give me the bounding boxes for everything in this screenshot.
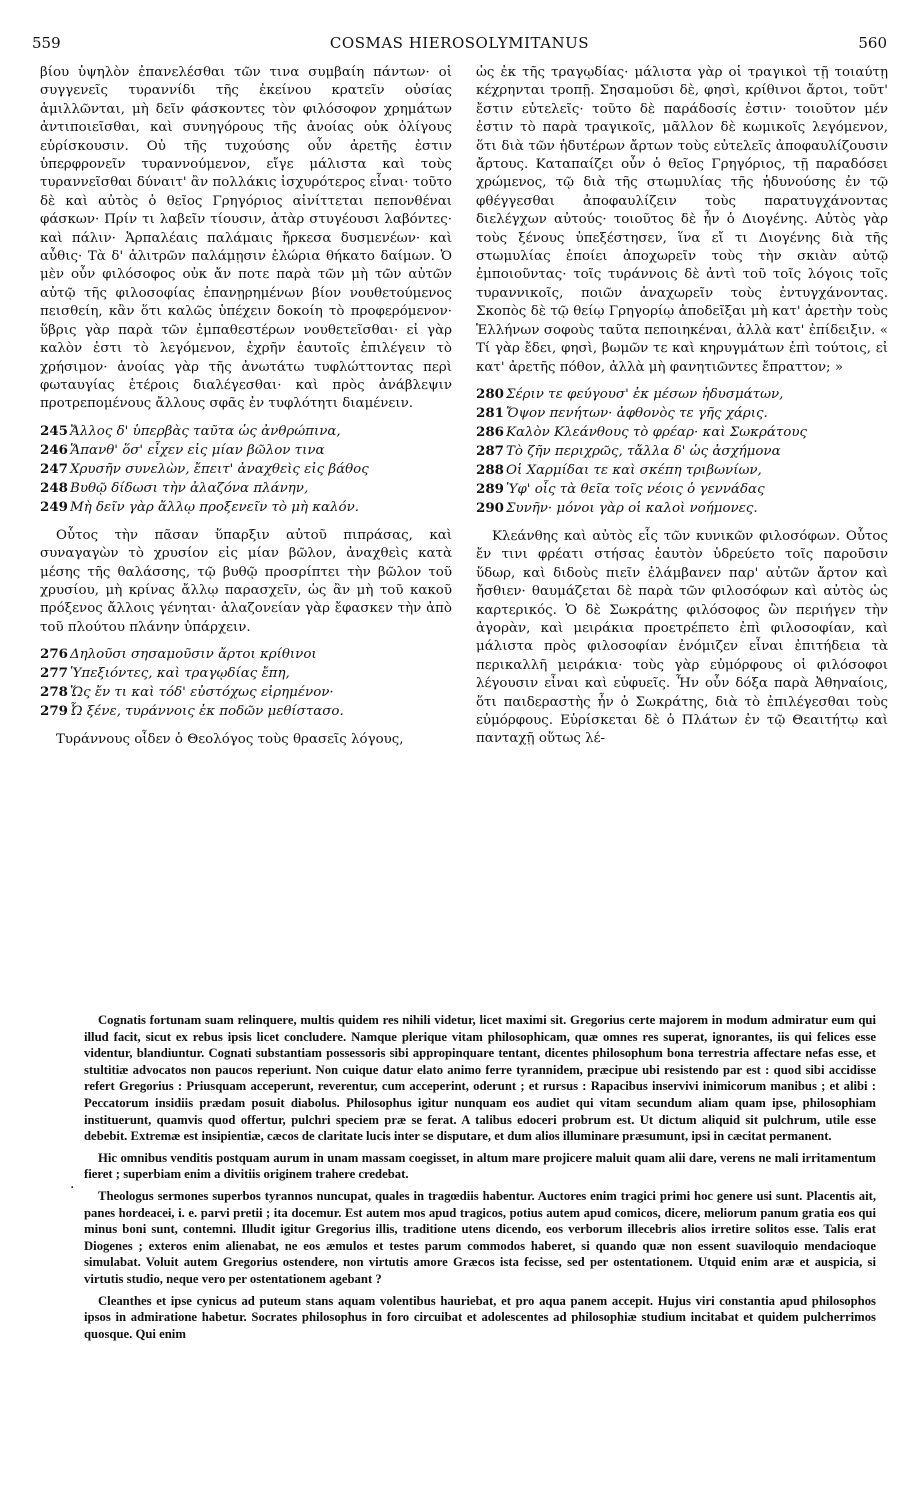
verse-text: Καλὸν Κλεάνθους τὸ φρέαρ· καὶ Σωκράτους [506, 424, 807, 440]
verse-line [476, 404, 888, 423]
verse-number: 247 [40, 460, 68, 477]
verse-text: Βυθῷ δίδωσι τὴν ἀλαζόνα πλάνην, [70, 480, 309, 496]
greek-paragraph: Κλεάνθης καὶ αὐτὸς εἷς τῶν κυνικῶν φιλοσόφων. Οὗτος ἔν τινι φρέατι στήσας ἑαυτὸν ὑδρεύετο τοῖς παροῦσιν ὕδωρ, καὶ διδοὺς πιεῖν ἐλάμβανεν παρ' αὐτῶν ἄρτον καὶ ἤσθιεν· θαυμάζεται δὲ παρὰ τῶν φιλοσόφων καὶ αὐτὸς ὡς καρτερικός. Ὁ δὲ Σωκράτης φιλόσοφος ὢν περιήγεν τὴν ἀγορὰν, καὶ μειράκια προετρέπετο ἐπὶ φιλοσοφίαν, καὶ μάλιστα πρὸς φιλοσοφίαν ἐνόμιζεν εἶναι ἐπιτήδεια τὰ περικαλλῆ μειράκια· τοὺς γὰρ εὐμόρφους οἱ φιλόσοφοι λέγουσιν εἶναι καὶ εὐφυεῖς. Ἦν οὖν δόξα παρὰ Ἀθηναίοις, ὅτι παιδεραστὴς ἦν ὁ Σωκράτης, διὰ τὸ ἐπιλέγεσθαι τοὺς εὐμόρφους. Εὑρίσκεται δὲ ὁ Πλάτων ἐν τῷ Θεαιτήτῳ καὶ πανταχῇ οὕτως λέ- [476, 528, 888, 747]
latin-translation [84, 1012, 876, 1347]
greek-paragraph: ὡς ἐκ τῆς τραγῳδίας· μάλιστα γὰρ οἱ τραγικοὶ τῇ τοιαύτῃ κέχρηνται τροπῇ. Σησαμοῦσι δὲ, φησὶ, κρίθινοι ἄρτοι, τοῦτ' ἔστιν εὐτελεῖς· τοῦτο δὲ παράδοσίς ἐστιν· τοιοῦτον μέν ἐστιν τὸ παρὰ τραγικοῖς, μᾶλλον δὲ κωμικοῖς λεγόμενον, ὅτι διὰ τῶν ἡδυτέρων ἄρτων τοὺς εὐτελεῖς ἀποφαυλίζουσιν ἄρτους. Καταπαίζει οὖν ὁ θεῖος Γρηγόριος, τῇ παραδόσει χρώμενος, τῷ διὰ τῆς στωμυλίας τῆς ἡδυνούσης ἐν τῷ φθέγγεσθαι ἀποφαυλίζειν τοὺς παρατυγχάνοντας διελέγχων αὐτούς· τοιοῦτος δὲ ἦν ὁ Διογένης. Αὐτὸς γὰρ τοὺς ξένους ὑπεξέστησεν, ἵνα εἴ τι Διογένης διὰ τῆς στωμυλίας ἐποίει ἀποχωρεῖν τοὺς τὴν σκιὰν αὐτῷ ἐμποιοῦντας· τοῖς τυράννοις δὲ ἀντὶ τοῦ τοῖς λόγοις τοῖς τυραννικοῖς, ποιῶν ἀναχωρεῖν τοὺς ἐντυγχάνοντας. Σκοπὸς δὲ τῷ θείῳ Γρηγορίῳ ἀποδεῖξαι μὴ κατ' ἀρετὴν τοὺς Ἑλλήνων σοφοὺς ταῦτα πεποιηκέναι, ἀλλὰ κατ' ἐπίδειξιν. « Τί γὰρ ἔδει, φησὶ, βωμῶν τε καὶ κηρυγμάτων ἐπὶ τούτοις, εἰ κατ' ἀρετῆς πόθον, ἀλλὰ μὴ φανητιῶντες ἔπραττον; » [476, 65, 888, 375]
verse-line [476, 385, 888, 404]
verse-number: 276 [40, 646, 68, 663]
verse-line [476, 461, 888, 480]
verse-text: Οἱ Χαρμίδαι τε καὶ σκέπη τριβωνίων, [506, 462, 762, 478]
latin-paragraph: Theologus sermones superbos tyrannos nuncupat, quales in tragœdiis habentur. Auctores enim tragici primi hoc genere usi sunt. Placentis ait, panes hordeacei, i. e. parvi pretii ; ita docemur. Est autem mos apud tragicos, potius autem apud comicos, dicere, meliorum panum gratia eos qui minus boni sunt, contemni. Illudit igitur Gregorius illis, traditione utens dicendo, eos verborum illecebris alios irretire solitos esse. Talis erat Diogenes ; exteros enim alienabat, ne eos æmulos et testes parum commodos haberet, si quando quæ non essent suaviloquio mendacioque simulabat. Voluit autem Gregorius ostendere, non virtutis amore Græcos ista fecisse, sed per ostentationem. Utquid enim aræ et auspicia, si virtutis studio, neque vero per ostentationem agebant ? [84, 1188, 876, 1286]
verse-line [40, 664, 452, 683]
verse-number: 246 [40, 441, 68, 458]
verse-text: Ὑπεξιόντες, καὶ τραγῳδίας ἔπη, [70, 666, 290, 682]
page-number-left: 559 [32, 34, 61, 52]
verse-number: 278 [40, 684, 68, 701]
verse-text: Σέριν τε φεύγουσ' ἐκ μέσων ἡδυσμάτων, [506, 386, 784, 402]
verse-line [40, 441, 452, 460]
verse-text: Μὴ δεῖν γὰρ ἄλλῳ προξενεῖν τὸ μὴ καλόν. [70, 499, 359, 515]
greek-paragraph: Τυράννους οἶδεν ὁ Θεολόγος τοὺς θρασεῖς λόγους, [56, 732, 404, 748]
verse-text: Ἅπανθ' ὅσ' εἶχεν εἰς μίαν βῶλον τινα [70, 442, 325, 458]
verse-line [40, 683, 452, 702]
verse-line [476, 499, 888, 518]
verse-number: 249 [40, 498, 68, 515]
verse-number: 277 [40, 665, 68, 682]
page-header [32, 34, 887, 54]
verse-line [476, 423, 888, 442]
verse-line [40, 498, 452, 517]
verse-number: 289 [476, 480, 504, 497]
latin-paragraph: Cleanthes et ipse cynicus ad puteum stans aquam volentibus hauriebat, et pro aqua panem accepit. Hujus viri constantia apud philosophos ipsos in admiratione habetur. Socrates philosophus in foro circuibat et adolescentes ad philosophiæ studium incitabat et quidem pulcherrimos quosque. Qui enim [84, 1293, 876, 1341]
verse-text: Ὦ ξένε, τυράννοις ἐκ ποδῶν μεθίστασο. [70, 704, 344, 720]
verse-number: 287 [476, 442, 504, 459]
verse-text: Τὸ ζῆν περιχρῶς, τἄλλα δ' ὡς ἀσχήμονα [506, 443, 781, 459]
verse-number: 245 [40, 422, 68, 439]
verse-text: Δηλοῦσι σησαμοῦσιν ἄρτοι κρίθινοι [70, 647, 317, 663]
latin-paragraph: Cognatis fortunam suam relinquere, multis quidem res nihili videtur, licet maximi sit. Gregorius certe majorem in modum admiratur eum qui illud facit, sicut ex rebus ipsis licet concludere. Namque plerique vitam philosophicam, quæ omnes res superat, ignorantes, iis qui felices esse videntur, blandiuntur. Cognati substantiam possessoris sibi appropinquare tentant, dicentes philosophum bona terrestria affectare nefas esse, et stultitiæ advocatos non paucos reperiunt. Non cuique datur elato animo ferre tyrannidem, præcipue ubi resistendo par est : quod sibi accidisse refert Gregorius : Priusquam acceperunt, reverentur, cum acceperint, oderunt ; et rursus : Rapacibus inservivi inimicorum manibus ; et alibi : Peccatorum insidiis prædam posuit diabolus. Philosophus igitur nunquam eos audiet qui vitam secundum aliam quam ipse, philosophiam instituerunt, quamvis quod offertur, pulchri speciem præ se ferat. A talibus edoceri probrum est. Ut dictum aliquid sit pulchrum, utile esse debebit. Extremæ est insipientiæ, cæcos de claritate lucis inter se disputare, et dum alios illuminare præsumunt, ipsi in cæcitat permanent. [84, 1013, 876, 1144]
verse-line [476, 442, 888, 461]
verse-text: Ὥς ἔν τι καὶ τόδ' εὐστόχως εἰρημένον· [70, 685, 334, 701]
verse-block [476, 385, 888, 518]
verse-text: Ὑφ' οἷς τὰ θεῖα τοῖς νέοις ὁ γεννάδας [506, 481, 765, 497]
verse-number: 248 [40, 479, 68, 496]
greek-column-right [476, 64, 888, 749]
greek-paragraph: βίου ὑψηλὸν ἐπανελέσθαι τῶν τινα συμβαίη πάντων· οἱ συγγενεῖς τυραννίδι τῆς ἐκείνου κρατεῖν οὐσίας ἁμιλλῶνται, μὴ δεῖν φάσκοντες τὸν φιλόσοφον χρημάτων ἀντιποιεῖσθαι, καὶ συνηγόρους τῆς ἀνοίας οὐκ ὀλίγους εὑρίσκουσιν. Οὐ τῆς τυχούσης οὖν ἀρετῆς ἐστιν ὑπερφρονεῖν τυραννούμενον, εἴγε μάλιστα καὶ τοὺς τυραννεῖσθαι δύναιτ' ἂν πολλάκις ἰσχυρότερος εἶναι· τοῦτο δὲ καὶ αὐτὸς ὁ θεῖος Γρηγόριος αἰνίττεται πεπονθέναι φάσκων· Πρίν τι λαβεῖν τίουσιν, ἀτὰρ στυγέουσι λαβόντες· καὶ πάλιν· Ἁρπαλέαις παλάμαις ἤρκεσα δυσμενέων· καὶ αὖθις· Τὰ δ' ἀλιτρῶν παλάμῃσιν ἑλώρια θήκατο δαίμων. Ὁ μὲν οὖν φιλόσοφος οὐκ ἄν ποτε παρὰ τῶν μὴ τῶν αὐτῶν αὐτῷ τῆς φιλοσοφίας ἐπανῃρημένων βίον νουθετούμενος πεισθείη, κἂν ὅτι καλῶς ὑπέχειν δοκοίη τὸ προφερόμενον· ὕβρις γὰρ παρὰ τῶν ἐμπαθεστέρων νουθετεῖσθαι· εἰ γὰρ καλὸν ἐστι τὸ λεγόμενον, ἐχρῆν ἑαυτοῖς ἐπιλέγειν τὸ χρήσιμον· ἀνοίας γὰρ τῆς ἀνωτάτω τυφλώττοντας περὶ φωταυγίας ἑτέροις διαλέγεσθαι· καὶ πρὸς ἀνάβλεψιν προτρεπομένους ἄλλους σφᾶς ἐν τυφλότητι διαμένειν. [40, 65, 452, 412]
verse-number: 288 [476, 461, 504, 478]
verse-text: Ἄλλος δ' ὑπερβὰς ταῦτα ὡς ἀνθρώπινα, [70, 423, 341, 439]
verse-number: 281 [476, 404, 504, 421]
margin-mark: · [70, 1180, 75, 1196]
verse-text: Χρυσῆν συνελὼν, ἔπειτ' ἀναχθεὶς εἰς βάθος [70, 461, 369, 477]
greek-column-left [40, 64, 452, 750]
verse-number: 280 [476, 385, 504, 402]
page-number-right: 560 [858, 34, 887, 52]
verse-block [40, 422, 452, 517]
verse-line [476, 480, 888, 499]
verse-line [40, 460, 452, 479]
verse-number: 279 [40, 703, 68, 720]
verse-line [40, 645, 452, 664]
verse-text: Ὄψον πενήτων· ἀφθονὸς τε γῆς χάρις. [506, 405, 768, 421]
verse-line [40, 479, 452, 498]
latin-paragraph: Hic omnibus venditis postquam aurum in unam massam coegisset, in altum mare projicere maluit quam alii dare, verens ne mali irritamentum fieret ; superbiam enim a divitiis originem trahere credebat. [84, 1150, 876, 1182]
running-title: COSMAS HIEROSOLYMITANUS [329, 34, 590, 52]
greek-paragraph: Οὗτος τὴν πᾶσαν ὕπαρξιν αὐτοῦ πιπράσας, καὶ συναγαγὼν τὸ χρυσίον εἰς μίαν βῶλον, ἀναχθεὶς κατὰ μέσης τῆς θαλάσσης, τῷ βυθῷ προσρίπτει τὴν βῶλον τοῦ χρυσίου, μὴ κρίνας ἄλλῳ παρασχεῖν, ὡς ἂν μὴ τοῦ κακοῦ πρόξενος ἄλλοις γένηται· ἀλαζονείαν γὰρ ἔφασκεν τὴν ἀπὸ τοῦ πλούτου πλάνην ὑπάρχειν. [40, 527, 452, 635]
verse-text: Συνῆν· μόνοι γὰρ οἱ καλοὶ νοήμονες. [506, 500, 758, 516]
verse-number: 286 [476, 423, 504, 440]
verse-line [40, 702, 452, 721]
verse-line [40, 422, 452, 441]
verse-block [40, 645, 452, 721]
verse-number: 290 [476, 499, 504, 516]
